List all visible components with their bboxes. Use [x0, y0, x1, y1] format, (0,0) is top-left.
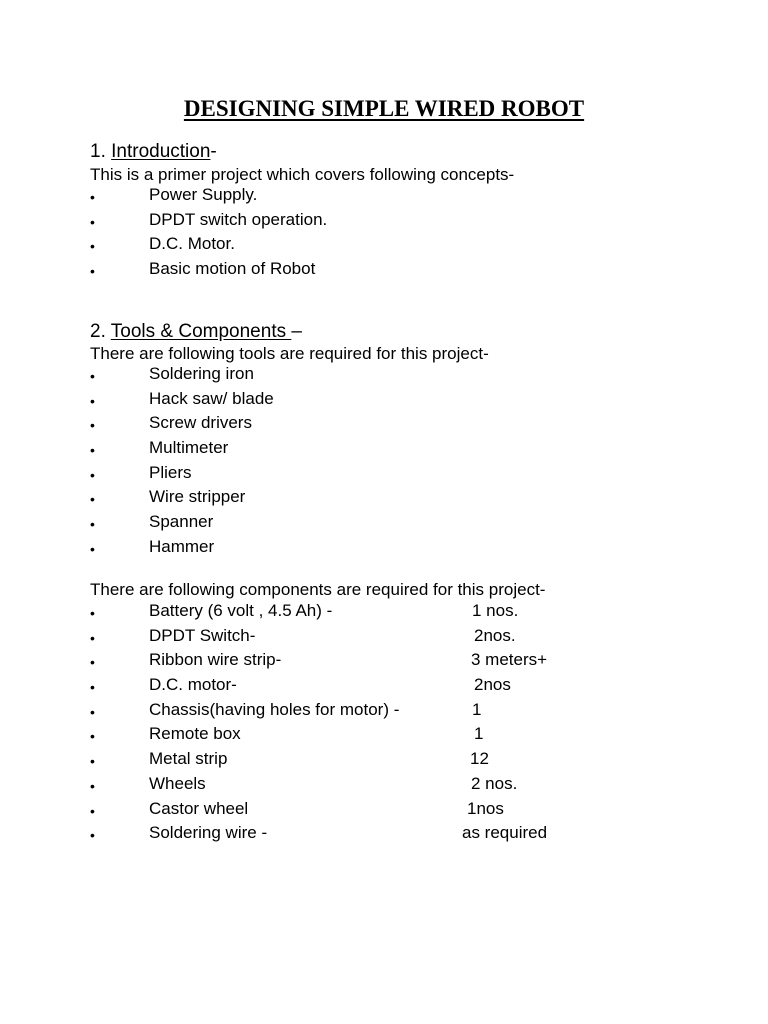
bullet: • — [90, 679, 95, 696]
bullet: • — [90, 213, 95, 230]
list-item-text: Wire stripper — [149, 487, 246, 507]
component-quantity: 2nos. — [474, 625, 516, 645]
section-number: 2. — [90, 321, 111, 342]
bullet: • — [90, 442, 95, 459]
bullet: • — [90, 629, 95, 646]
bullet: • — [90, 491, 95, 508]
list-item-text: Pliers — [149, 462, 192, 482]
component-name: D.C. motor- — [149, 675, 237, 695]
section-title-suffix: - — [210, 141, 217, 162]
component-name: Soldering wire - — [149, 823, 268, 843]
list-item-text: Spanner — [149, 512, 214, 532]
list-item-text: Hack saw/ blade — [149, 388, 274, 408]
section-number: 1. — [90, 141, 112, 162]
bullet: • — [90, 777, 95, 794]
section-title: Introduction — [111, 141, 211, 162]
bullet: • — [90, 516, 95, 533]
component-name: DPDT Switch- — [149, 625, 256, 645]
section-title-suffix: – — [291, 321, 302, 342]
bullet: • — [90, 654, 95, 671]
bullet: • — [90, 368, 95, 384]
component-quantity: 1nos — [467, 798, 504, 818]
tools-components-heading — [90, 320, 302, 344]
list-item-text: Multimeter — [149, 438, 229, 458]
component-name: Chassis(having holes for motor) - — [149, 699, 400, 719]
component-quantity: 2nos — [474, 675, 511, 695]
bullet: • — [90, 417, 95, 434]
bullet: • — [90, 703, 95, 720]
component-name: Ribbon wire strip- — [149, 650, 282, 670]
tools-lead: There are following tools are required for this project- — [90, 344, 489, 363]
components-lead: There are following components are required for this project- — [90, 580, 546, 599]
list-item-text: Basic motion of Robot — [149, 259, 316, 279]
bullet: • — [90, 802, 95, 819]
bullet: • — [90, 466, 95, 483]
introduction-lead: This is a primer project which covers following concepts- — [90, 165, 515, 184]
bullet: • — [90, 263, 95, 280]
list-item-text: Soldering iron — [149, 364, 254, 383]
bullet: • — [90, 753, 95, 770]
component-quantity: as required — [462, 823, 548, 843]
list-item-text: Power Supply. — [149, 185, 258, 204]
component-name: Battery (6 volt , 4.5 Ah) - — [149, 601, 333, 620]
document-title: DESIGNING SIMPLE WIRED ROBOT — [183, 96, 585, 121]
component-quantity: 1 — [472, 699, 482, 719]
bullet: • — [90, 392, 95, 409]
bullet: • — [90, 728, 95, 745]
bullet: • — [90, 238, 95, 255]
component-quantity: 1 — [474, 724, 484, 744]
component-quantity: 3 meters+ — [471, 650, 548, 670]
component-name: Castor wheel — [149, 798, 249, 818]
component-name: Wheels — [149, 773, 206, 793]
component-quantity: 12 — [470, 749, 489, 769]
bullet: • — [90, 827, 95, 844]
section-title: Tools & Components — [110, 321, 292, 342]
bullet: • — [90, 540, 95, 557]
bullet: • — [90, 189, 95, 205]
list-item-text: DPDT switch operation. — [149, 209, 328, 229]
list-item-text: Hammer — [149, 536, 215, 556]
introduction-heading — [90, 140, 217, 164]
component-quantity: 1 nos. — [472, 601, 519, 620]
list-item-text: D.C. Motor. — [149, 234, 235, 254]
bullet: • — [90, 605, 95, 621]
list-item-text: Screw drivers — [149, 413, 252, 433]
component-name: Remote box — [149, 724, 241, 744]
component-quantity: 2 nos. — [471, 773, 518, 793]
component-name: Metal strip — [149, 749, 228, 769]
